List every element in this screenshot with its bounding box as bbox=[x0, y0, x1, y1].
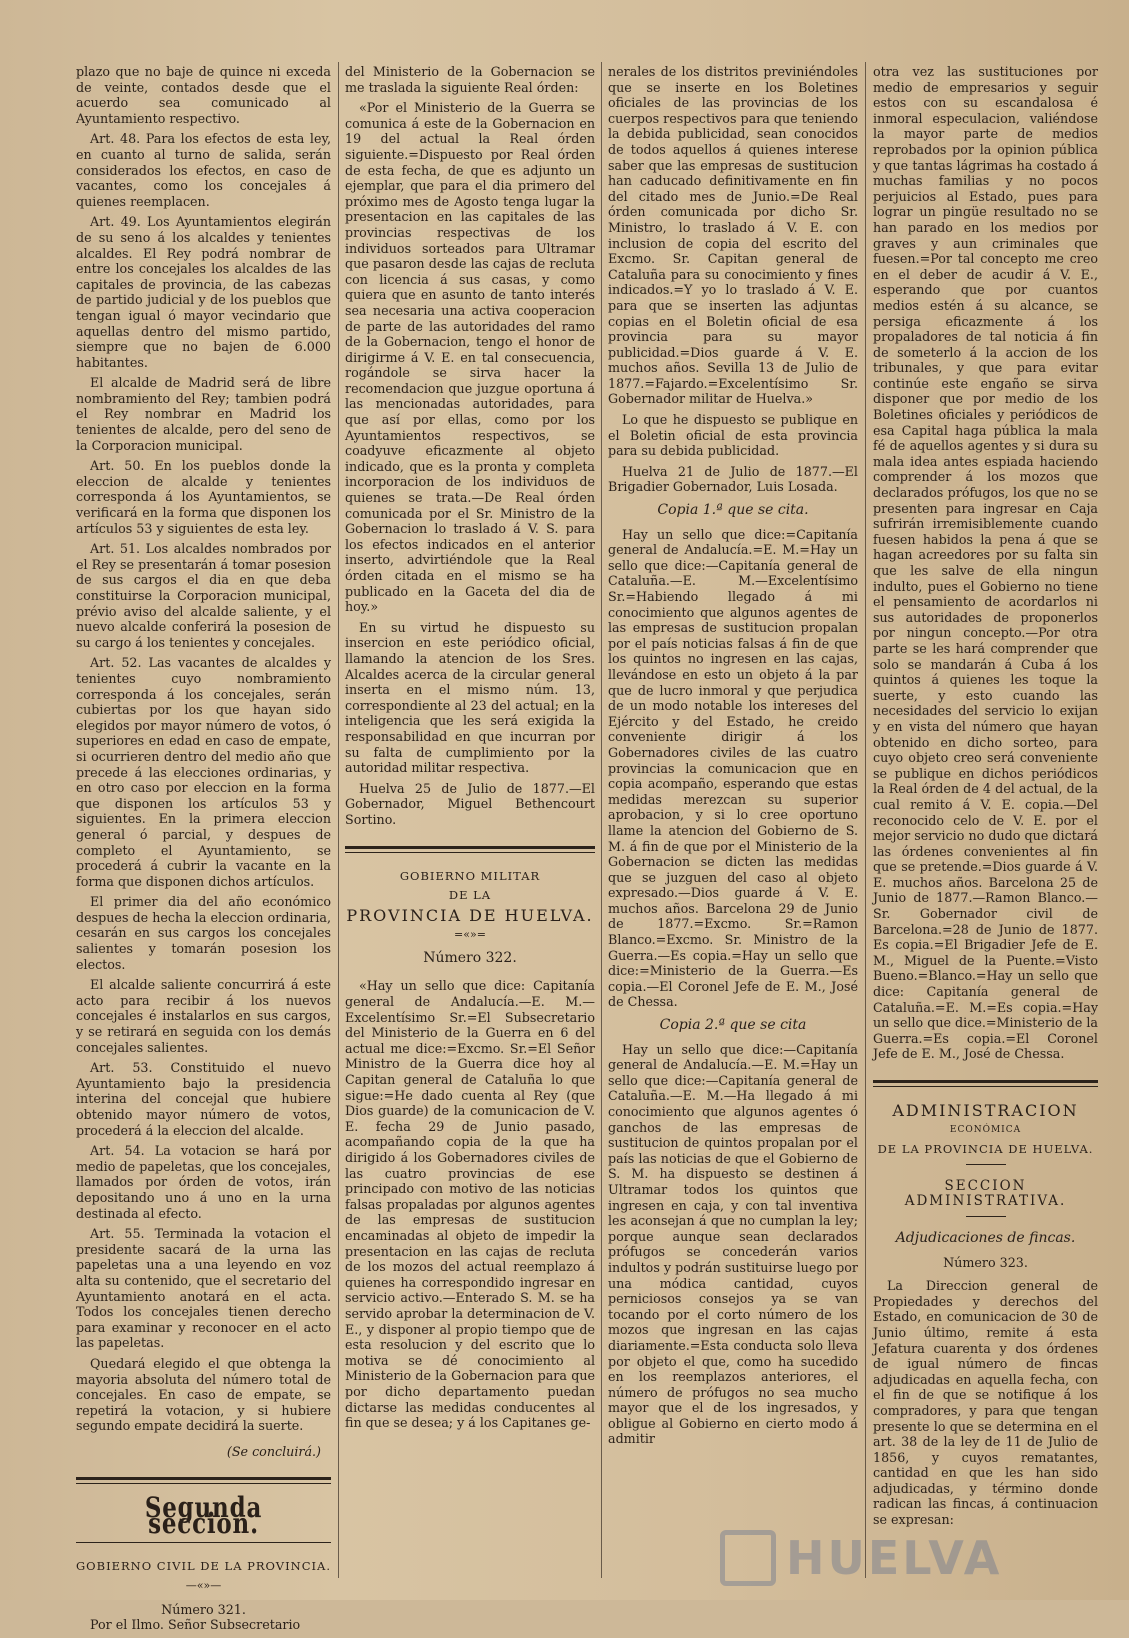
paragraph: Hay un sello que dice:=Capitanía general de Andalucía.=E. M.=Hay un sello que dice:—Capitanía general de Cataluña.—E. M.—Excelentísimo Sr.=Habiendo llegado á mi conocimiento que algunos agentes de las empresas de sustitucion propalan por el país noticias falsas á fin de que los quintos no ingresen en las cajas, llevándose en esto un objeto á la par que de lucro inmoral y que perjudica de un modo notable los intereses del Ejército y del Estado, he creido conveniente dirigir á los Gobernadores civiles de las cuatro provincias la comunicacion que en copia acompaño, esperando que estas medidas merezcan su superior aprobacion, y si lo cree oportuno llame la atencion del Gobierno de S. M. á fin de que por el Ministerio de la Gobernacion se dicten las medidas que se juzguen del caso al objeto expresado.—Dios guarde á V. E. muchos años. Barcelona 29 de Junio de 1877.=Excmo. Sr.=Ramon Blanco.=Excmo. Sr. Ministro de la Guerra.—Es copia.=Hay un sello que dice:=Ministerio de la Guerra.—Es copia.—El Coronel Jefe de E. M., José de Chessa. bbox=[608, 526, 858, 1010]
paragraph: plazo que no baje de quince ni exceda de veinte, contados desde que el acuerdo sea comunicado al Ayuntamiento respectivo. bbox=[76, 64, 331, 126]
divider bbox=[873, 1086, 1098, 1087]
subheading: Adjudicaciones de fincas. bbox=[895, 1229, 1076, 1246]
watermark-logo-icon bbox=[720, 1530, 776, 1586]
paragraph: del Ministerio de la Gobernacion se me traslada la siguiente Real órden: bbox=[345, 64, 595, 95]
paragraph: Art. 52. Las vacantes de alcaldes y tenientes cuyo nombramiento corresponda á los concejales, serán cubiertas por los que hayan sido elegidos por mayor número de votos, ó superiores en edad en caso de empate, si ocurrieren dentro del medio año que precede á las elecciones ordinarias, y en otro caso por eleccion en la forma que disponen los artículos 53 y siguientes. En la primera eleccion general ó parcial, y despues de completo el Ayuntamiento, se procederá á cubrir la vacante en la forma que disponen dichos artículos. bbox=[76, 655, 331, 889]
subheading: Copia 2.ª que se cita bbox=[659, 1017, 807, 1034]
paragraph: otra vez las sustituciones por medio de empresarios y seguir estos con su escandalosa é inmoral especulacion, valiéndose la mayor parte de medios reprobados por la opinion pública y que tantas lágrimas ha costado á muchas familias y no pocos perjuicios al Estado, pues para lograr un pingüe resultado no se han parado en los medios por graves y aun criminales que fuesen.=Por tal concepto me creo en el deber de acudir á V. E., esperando que por cuantos medios estén á su alcance, se persiga eficazmente á los propaladores de tal noticia á fin de someterlo á la accion de los tribunales, y que para evitar continúe este engaño se sirva disponer que por medio de los Boletines oficiales y periódicos de esa Capital haga pública la mala fé de aquellos agentes y si dura su mala idea antes espiada haciendo comprender á los mozos que declarados prófugos, los que no se presenten para ingresar en Caja sufrirán irremisiblemente cuando fuesen habidos la pena á que se hagan acreedores por su falta sin que les salve de ella ningun indulto, pues el Gobierno no tiene el pensamiento de acordarlos ni sus autoridades de proponerlos por ningun concepto.—Por otra parte se les hará comprender que solo se mandarán á Cuba á los quintos á quienes les toque la suerte, y esto cuando las necesidades del servicio lo exijan y en vista del número que hayan obtenido en dicho sorteo, para cuyo objeto creo será conveniente se publique en dichos periódicos la Real órden de 4 del actual, de la cual remito á V. E. copia.—Del reconocido celo de V. E. por el mejor servicio no dudo que dictará las órdenes convenientes al fin que se pretende.=Dios guarde á V. E. muchos años. Barcelona 25 de Junio de 1877.—Ramon Blanco.—Sr. Gobernador civil de Barcelona.=28 de Junio de 1877. Es copia.=El Brigadier Jefe de E. M., Miguel de la Puente.=Visto Bueno.=Blanco.=Hay un sello que dice: Capitanía general de Cataluña.=E. M.=Es copia.=Hay un sello que dice.=Ministerio de la Guerra.=Es copia.=El Coronel Jefe de E. M., José de Chessa. bbox=[873, 64, 1098, 1062]
section-header: DE LA bbox=[448, 888, 492, 903]
paragraph: Huelva 21 de Julio de 1877.—El Brigadier Gobernador, Luis Losada. bbox=[608, 463, 858, 495]
paragraph: «Hay un sello que dice: Capitanía general de Andalucía.—E. M.—Excelentísimo Sr.=El Subsecretario del Ministerio de la Guerra en 6 del actual me dice:=Excmo. Sr.=El Señor Ministro de la Guerra dice hoy al Capitan general de Cataluña lo que sigue:=He dado cuenta al Rey (que Dios guarde) de la comunicacion de V. E. fecha 29 de Junio pasado, acompañando copia de la que ha dirigido á los Gobernadores civiles de las cuatro provincias de ese principado con motivo de las noticias falsas propaladas por algunos agentes de las empresas de sustitucion encaminadas al objeto de impedir la presentacion en las cajas de recluta de los mozos del actual reemplazo á quienes ha correspondido ingresar en servicio activo.—Enterado S. M. se ha servido aprobar la determinacion de V. E., y disponer al propio tiempo que de esta resolucion y del escrito que lo motiva se dé conocimiento al Ministerio de la Gobernacion para que por dicho departamento puedan dictarse las medidas conducentes al fin que se desea; y á los Capitanes ge- bbox=[345, 978, 595, 1431]
divider bbox=[966, 1164, 1006, 1165]
paragraph: La Direccion general de Propiedades y derechos del Estado, en comunicacion de 30 de Junio último, remite á esta Jefatura cuarenta y dos órdenes de igual número de fincas adjudicadas en aquella fecha, con el fin de que se notifique á los compradores, y para que tengan presente lo que se determina en el art. 38 de la ley de 11 de Julio de 1856, y cuyos rematantes, cantidad en que les han sido adjudicadas, y término donde radican las fincas, á continuacion se expresan: bbox=[873, 1278, 1098, 1528]
paragraph: Art. 48. Para los efectos de esta ley, en cuanto al turno de salida, serán considerados los efectos, en caso de vacantes, como los concejales á quienes reemplacen. bbox=[76, 131, 331, 209]
paragraph: Art. 50. En los pueblos donde la eleccion de alcalde y tenientes corresponda á los Ayuntamientos, se verificará en la forma que disponen los artículos 53 y siguientes de esta ley. bbox=[76, 458, 331, 536]
paragraph: Por el Ilmo. Señor Subsecretario bbox=[90, 1617, 301, 1633]
paragraph: El primer dia del año económico despues de hecha la eleccion ordinaria, cesarán en sus cargos los concejales salientes y tomarán posesion los electos. bbox=[76, 894, 331, 972]
paragraph: Art. 54. La votacion se hará por medio de papeletas, que los concejales, llamados por órden de votos, irán depositando uno á uno en la urna destinada al efecto. bbox=[76, 1143, 331, 1221]
section-title: Segunda seccion. bbox=[144, 1491, 263, 1541]
section-header: GOBIERNO CIVIL DE LA PROVINCIA. bbox=[76, 1558, 331, 1573]
column-3 bbox=[608, 64, 858, 1452]
paragraph: Huelva 25 de Julio de 1877.—El Gobernador, Miguel Bethencourt Sortino. bbox=[345, 780, 595, 827]
archive-watermark bbox=[720, 1528, 1020, 1588]
paragraph: Art. 51. Los alcaldes nombrados por el Rey se presentarán á tomar posesion de sus cargos el dia en que deba constituirse la Corporacion municipal, prévio aviso del alcalde saliente, y el nuevo alcalde conferirá la posesion de su cargo á los tenientes y concejales. bbox=[76, 541, 331, 650]
ornament: =«»= bbox=[454, 928, 486, 942]
paragraph: Hay un sello que dice:—Capitanía general de Andalucía.—E. M.=Hay un sello que dice:—Capitanía general de Cataluña.—E. M.—Ha llegado á mi conocimiento que algunos agentes ó ganchos de las empresas de sustitucion de quintos propalan por el país las noticias de que el Gobierno de S. M. ha dispuesto se destinen á Ultramar todos los quintos que ingresen en caja, y con tal inventiva les aconsejan á que no cumplan la ley; porque aunque sean declarados prófugos se concederán varios indultos y podrán sustituirse luego por una módica cantidad, cuyos perniciosos consejos ya se van tocando por el corto número de los mozos que ingresan en las cajas diariamente.=Esta conducta solo lleva por objeto el que, como ha sucedido en los reemplazos anteriores, el número de prófugos no sea mucho mayor que el de los ingresados, y obligue al Gobierno en cierto modo á admitir bbox=[608, 1041, 858, 1447]
divider bbox=[873, 1080, 1098, 1083]
paragraph: Art. 53. Constituido el nuevo Ayuntamiento bajo la presidencia interina del concejal que hubiere obtenido mayor número de votos, procederá á la eleccion del alcalde. bbox=[76, 1060, 331, 1138]
notice-number: Número 322. bbox=[423, 949, 517, 966]
paragraph: Art. 55. Terminada la votacion el presidente sacará de la urna las papeletas una a una leyendo en voz alta su contenido, que el secretario del Ayuntamiento anotará en el acta. Todos los concejales tienen derecho para examinar y reconocer en el acto las papeletas. bbox=[76, 1226, 331, 1351]
divider bbox=[345, 852, 595, 853]
paragraph: En su virtud he dispuesto su insercion en este periódico oficial, llamando la atencion de los Sres. Alcaldes acerca de la circular general inserta en el mismo núm. 13, correspondiente al 23 del actual; en la inteligencia que les será exigida la responsabilidad en que incurran por su falta de cumplimiento por la autoridad militar respectiva. bbox=[345, 619, 595, 776]
paragraph: Quedará elegido el que obtenga la mayoria absoluta del número total de concejales. En caso de empate, se repetirá la votacion, y si hubiere segundo empate decidirá la suerte. bbox=[76, 1355, 331, 1434]
paragraph: Lo que he dispuesto se publique en el Boletin oficial de esta provincia para su debida publicidad. bbox=[608, 412, 858, 459]
ornament: —«»— bbox=[185, 1579, 222, 1593]
section-header: SECCION ADMINISTRATIVA. bbox=[904, 1177, 1067, 1210]
notice-number: Número 321. bbox=[161, 1601, 246, 1617]
paragraph: El alcalde de Madrid será de libre nombramiento del Rey; tambien podrá el Rey nombrar en Madrid los tenientes de alcalde, pero del seno de la Corporacion municipal. bbox=[76, 375, 331, 453]
column-rule bbox=[338, 62, 339, 1578]
watermark-text: HUELVA bbox=[786, 1531, 1003, 1585]
notice-number: Número 323. bbox=[943, 1254, 1028, 1270]
subheading: Copia 1.ª que se cita. bbox=[657, 502, 809, 519]
closing-note: (Se concluirá.) bbox=[226, 1443, 321, 1459]
column-rule bbox=[865, 62, 866, 1578]
section-header: ADMINISTRACION bbox=[892, 1101, 1079, 1120]
section-header: GOBIERNO MILITAR bbox=[399, 868, 541, 883]
column-2 bbox=[345, 64, 595, 1436]
divider bbox=[76, 1483, 331, 1484]
divider bbox=[76, 1542, 331, 1543]
paragraph: Art. 49. Los Ayuntamientos elegirán de su seno á los alcaldes y tenientes alcaldes. El Rey podrá nombrar de entre los concejales los alcaldes de las capitales de provincia, de las cabezas de partido judicial y de los pueblos que tengan igual ó mayor vecindario que aquellas dentro del mismo partido, siempre que no bajen de 6.000 habitantes. bbox=[76, 214, 331, 370]
section-header: PROVINCIA DE HUELVA. bbox=[346, 905, 594, 925]
paragraph: «Por el Ministerio de la Guerra se comunica á este de la Gobernacion en 19 del actual la Real órden siguiente.=Dispuesto por Real órden de esta fecha, de que es adjunto un ejemplar, que para el dia primero del próximo mes de Agosto tenga lugar la presentacion en las capitales de las provincias respectivas de los individuos sorteados para Ultramar que pasaron desde las cajas de recluta con licencia á sus casas, y como quiera que en asunto de tanto interés sea necesaria una activa cooperacion de parte de las autoridades del ramo de la Gobernacion, tengo el honor de dirigirme á V. E. en tal consecuencia, rogándole se sirva hacer la recomendacion que juzgue oportuna á las mencionadas autoridades, para que así por ellas, como por los Ayuntamientos respectivos, se coadyuve eficazmente al objeto indicado, que es la pronta y completa incorporacion de los individuos de quienes se trata.—De Real órden comunicada por el Sr. Ministro de la Gobernacion lo traslado á V. S. para los efectos indicados en el anterior inserto, advirtiéndole que la Real órden citada en el mismo se ha publicado en la Gaceta del dia de hoy.» bbox=[345, 100, 595, 615]
section-header: DE LA PROVINCIA DE HUELVA. bbox=[877, 1142, 1094, 1157]
section-header: ECONÓMICA bbox=[949, 1124, 1022, 1135]
column-rule bbox=[601, 62, 602, 1578]
divider bbox=[345, 846, 595, 849]
divider bbox=[966, 1216, 1006, 1217]
column-1 bbox=[76, 64, 331, 1638]
paragraph: nerales de los distritos previniéndoles que se inserte en los Boletines oficiales de las provincias de los cuerpos respectivos para que teniendo la debida publicidad, sean conocidos de todos aquellos á quienes interese saber que las empresas de sustitucion han caducado definitivamente en fin del citado mes de Junio.=De Real órden comunicada por dicho Sr. Ministro, lo traslado á V. E. con inclusion de copia del escrito del Excmo. Sr. Capitan general de Cataluña para su conocimiento y fines indicados.=Y yo lo traslado á V. E. para que se inserten las adjuntas copias en el Boletin oficial de esa provincia para su mayor publicidad.=Dios guarde á V. E. muchos años. Sevilla 13 de Julio de 1877.=Fajardo.=Excelentísimo Sr. Gobernador militar de Huelva.» bbox=[608, 64, 858, 407]
paragraph: El alcalde saliente concurrirá á este acto para recibir á los nuevos concejales é instalarlos en sus cargos, y se retirará en seguida con los demás concejales salientes. bbox=[76, 977, 331, 1055]
column-4 bbox=[873, 64, 1098, 1533]
divider bbox=[76, 1477, 331, 1480]
